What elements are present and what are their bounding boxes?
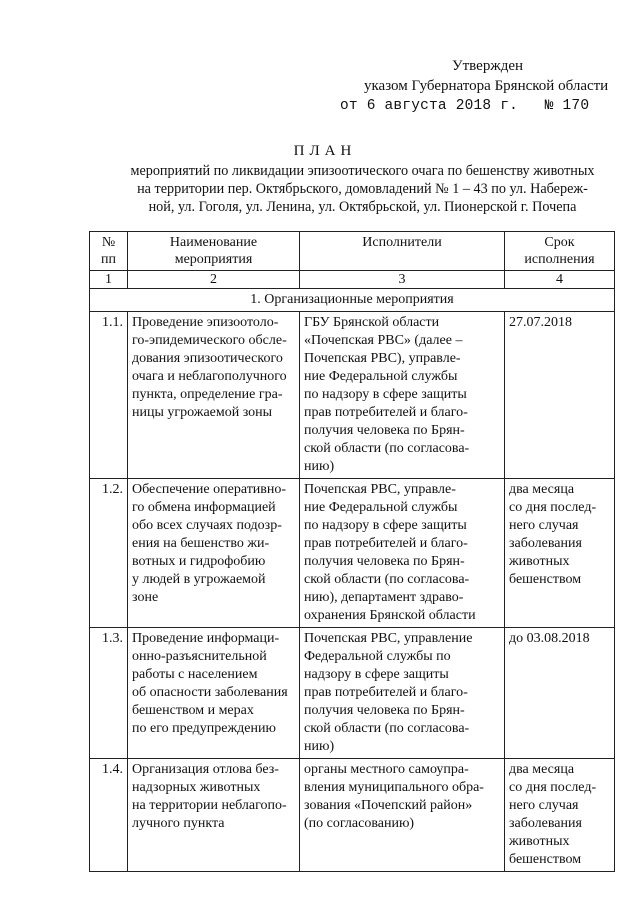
header-number: № пп bbox=[90, 232, 128, 271]
activity-name-line: дования эпизоотического bbox=[132, 351, 283, 366]
deadline-cell bbox=[505, 759, 615, 872]
executors-line: «Почепская РВС» (далее – bbox=[304, 333, 463, 348]
executors-line: получия человека по Брян- bbox=[304, 554, 465, 569]
header-executors: Исполнители bbox=[300, 232, 505, 271]
deadline-line: животных bbox=[509, 834, 570, 849]
deadline-line: со дня послед- bbox=[509, 500, 597, 515]
row-number: 1.4. bbox=[90, 759, 128, 872]
executors-line: Федеральной службы по bbox=[304, 649, 451, 664]
section-title: 1. Организационные мероприятия bbox=[90, 289, 615, 312]
activity-name-line: работы с населением bbox=[132, 667, 258, 682]
executors-cell bbox=[300, 479, 505, 628]
table-row bbox=[90, 759, 615, 872]
executors-line: надзору в сфере защиты bbox=[304, 667, 449, 682]
executors-line: получия человека по Брян- bbox=[304, 703, 465, 718]
row-number: 1.3. bbox=[90, 628, 128, 759]
executors-line: нию), департамент здраво- bbox=[304, 590, 464, 605]
activity-name-cell bbox=[128, 628, 300, 759]
deadline-line: 27.07.2018 bbox=[509, 315, 572, 330]
activity-name-line: очага и неблагополучного bbox=[132, 369, 287, 384]
deadline-cell bbox=[505, 312, 615, 479]
executors-line: Почепская РВС, управле- bbox=[304, 482, 456, 497]
executors-line: по надзору в сфере защиты bbox=[304, 387, 467, 402]
deadline-line: него случая bbox=[509, 518, 579, 533]
executors-line: Почепская РВС), управле- bbox=[304, 351, 461, 366]
activity-name-line: Проведение информаци- bbox=[132, 631, 280, 646]
activity-name-line: зоне bbox=[132, 590, 159, 605]
section-row bbox=[90, 289, 615, 312]
activity-name-line: лучного пункта bbox=[132, 816, 225, 831]
activity-name-line: надзорных животных bbox=[132, 780, 261, 795]
activity-name-line: бешенством и мерах bbox=[132, 703, 254, 718]
activity-name-line: го-эпидемического обсле- bbox=[132, 333, 287, 348]
activity-name-line: обо всех случаях подозр- bbox=[132, 518, 282, 533]
activity-name-line: вотных и гидрофобию bbox=[132, 554, 266, 569]
table-row bbox=[90, 479, 615, 628]
subtitle-line: на территории пер. Октябрьского, домовладений № 1 – 43 по ул. Набереж- bbox=[137, 181, 588, 197]
deadline-cell bbox=[505, 479, 615, 628]
activity-name-cell bbox=[128, 479, 300, 628]
approved-date-number: от 6 августа 2018 г. № 170 bbox=[340, 98, 590, 114]
table-row bbox=[90, 628, 615, 759]
activity-name-line: Организация отлова без- bbox=[132, 762, 279, 777]
executors-line: по надзору в сфере защиты bbox=[304, 518, 467, 533]
executors-line: органы местного самоупра- bbox=[304, 762, 469, 777]
executors-line: Почепская РВС, управление bbox=[304, 631, 473, 646]
subtitle-line: ной, ул. Гоголя, ул. Ленина, ул. Октябрьской, ул. Пионерской г. Почепа bbox=[148, 199, 577, 215]
table-header-row bbox=[90, 232, 615, 271]
activity-name-line: онно-разъяснительной bbox=[132, 649, 267, 664]
column-number-row bbox=[90, 271, 615, 289]
executors-line: ской области (по согласова- bbox=[304, 441, 470, 456]
deadline-line: заболевания bbox=[509, 816, 582, 831]
row-number: 1.1. bbox=[90, 312, 128, 479]
deadline-cell bbox=[505, 628, 615, 759]
executors-line: нию) bbox=[304, 739, 335, 754]
header-name: Наименование мероприятия bbox=[128, 232, 300, 271]
document-title: ПЛАН bbox=[293, 143, 357, 159]
column-number: 3 bbox=[300, 271, 505, 289]
deadline-line: него случая bbox=[509, 798, 579, 813]
activity-name-line: ницы угрожаемой зоны bbox=[132, 405, 273, 420]
executors-line: зования «Почепский район» bbox=[304, 798, 473, 813]
deadline-line: животных bbox=[509, 554, 570, 569]
activity-name-line: го обмена информацией bbox=[132, 500, 276, 515]
deadline-line: заболевания bbox=[509, 536, 582, 551]
deadline-line: до 03.08.2018 bbox=[509, 631, 590, 646]
executors-line: прав потребителей и благо- bbox=[304, 405, 468, 420]
executors-line: прав потребителей и благо- bbox=[304, 536, 468, 551]
deadline-line: два месяца bbox=[509, 482, 575, 497]
executors-cell bbox=[300, 628, 505, 759]
column-number: 1 bbox=[90, 271, 128, 289]
approval-block bbox=[330, 56, 630, 116]
activity-name-line: у людей в угрожаемой bbox=[132, 572, 266, 587]
plan-table bbox=[89, 231, 615, 872]
activity-name-line: об опасности заболевания bbox=[132, 685, 288, 700]
activity-name-line: по его предупреждению bbox=[132, 721, 276, 736]
deadline-line: бешенством bbox=[509, 572, 582, 587]
deadline-line: бешенством bbox=[509, 852, 582, 867]
executors-line: прав потребителей и благо- bbox=[304, 685, 468, 700]
table-row bbox=[90, 312, 615, 479]
executors-line: ние Федеральной службы bbox=[304, 500, 458, 515]
activity-name-line: Проведение эпизоотоло- bbox=[132, 315, 279, 330]
approved-label: Утвержден bbox=[452, 58, 524, 74]
header-deadline: Срок исполнения bbox=[505, 232, 615, 271]
executors-cell bbox=[300, 312, 505, 479]
deadline-line: со дня послед- bbox=[509, 780, 597, 795]
column-number: 4 bbox=[505, 271, 615, 289]
activity-name-line: ения на бешенство жи- bbox=[132, 536, 270, 551]
executors-line: охранения Брянской области bbox=[304, 608, 476, 623]
executors-cell bbox=[300, 759, 505, 872]
executors-line: ГБУ Брянской области bbox=[304, 315, 440, 330]
executors-line: ние Федеральной службы bbox=[304, 369, 458, 384]
executors-line: (по согласованию) bbox=[304, 816, 415, 831]
approved-by: указом Губернатора Брянской области bbox=[364, 78, 609, 94]
row-number: 1.2. bbox=[90, 479, 128, 628]
executors-line: ской области (по согласова- bbox=[304, 572, 470, 587]
executors-line: ской области (по согласова- bbox=[304, 721, 470, 736]
executors-line: вления муниципального обра- bbox=[304, 780, 484, 795]
executors-line: получия человека по Брян- bbox=[304, 423, 465, 438]
activity-name-cell bbox=[128, 759, 300, 872]
activity-name-cell bbox=[128, 312, 300, 479]
activity-name-line: Обеспечение оперативно- bbox=[132, 482, 287, 497]
deadline-line: два месяца bbox=[509, 762, 575, 777]
executors-line: нию) bbox=[304, 459, 335, 474]
column-number: 2 bbox=[128, 271, 300, 289]
activity-name-line: пункта, определение гра- bbox=[132, 387, 283, 402]
document-subtitle bbox=[95, 162, 630, 216]
activity-name-line: на территории неблагопо- bbox=[132, 798, 287, 813]
subtitle-line: мероприятий по ликвидации эпизоотического очага по бешенству животных bbox=[130, 163, 595, 179]
